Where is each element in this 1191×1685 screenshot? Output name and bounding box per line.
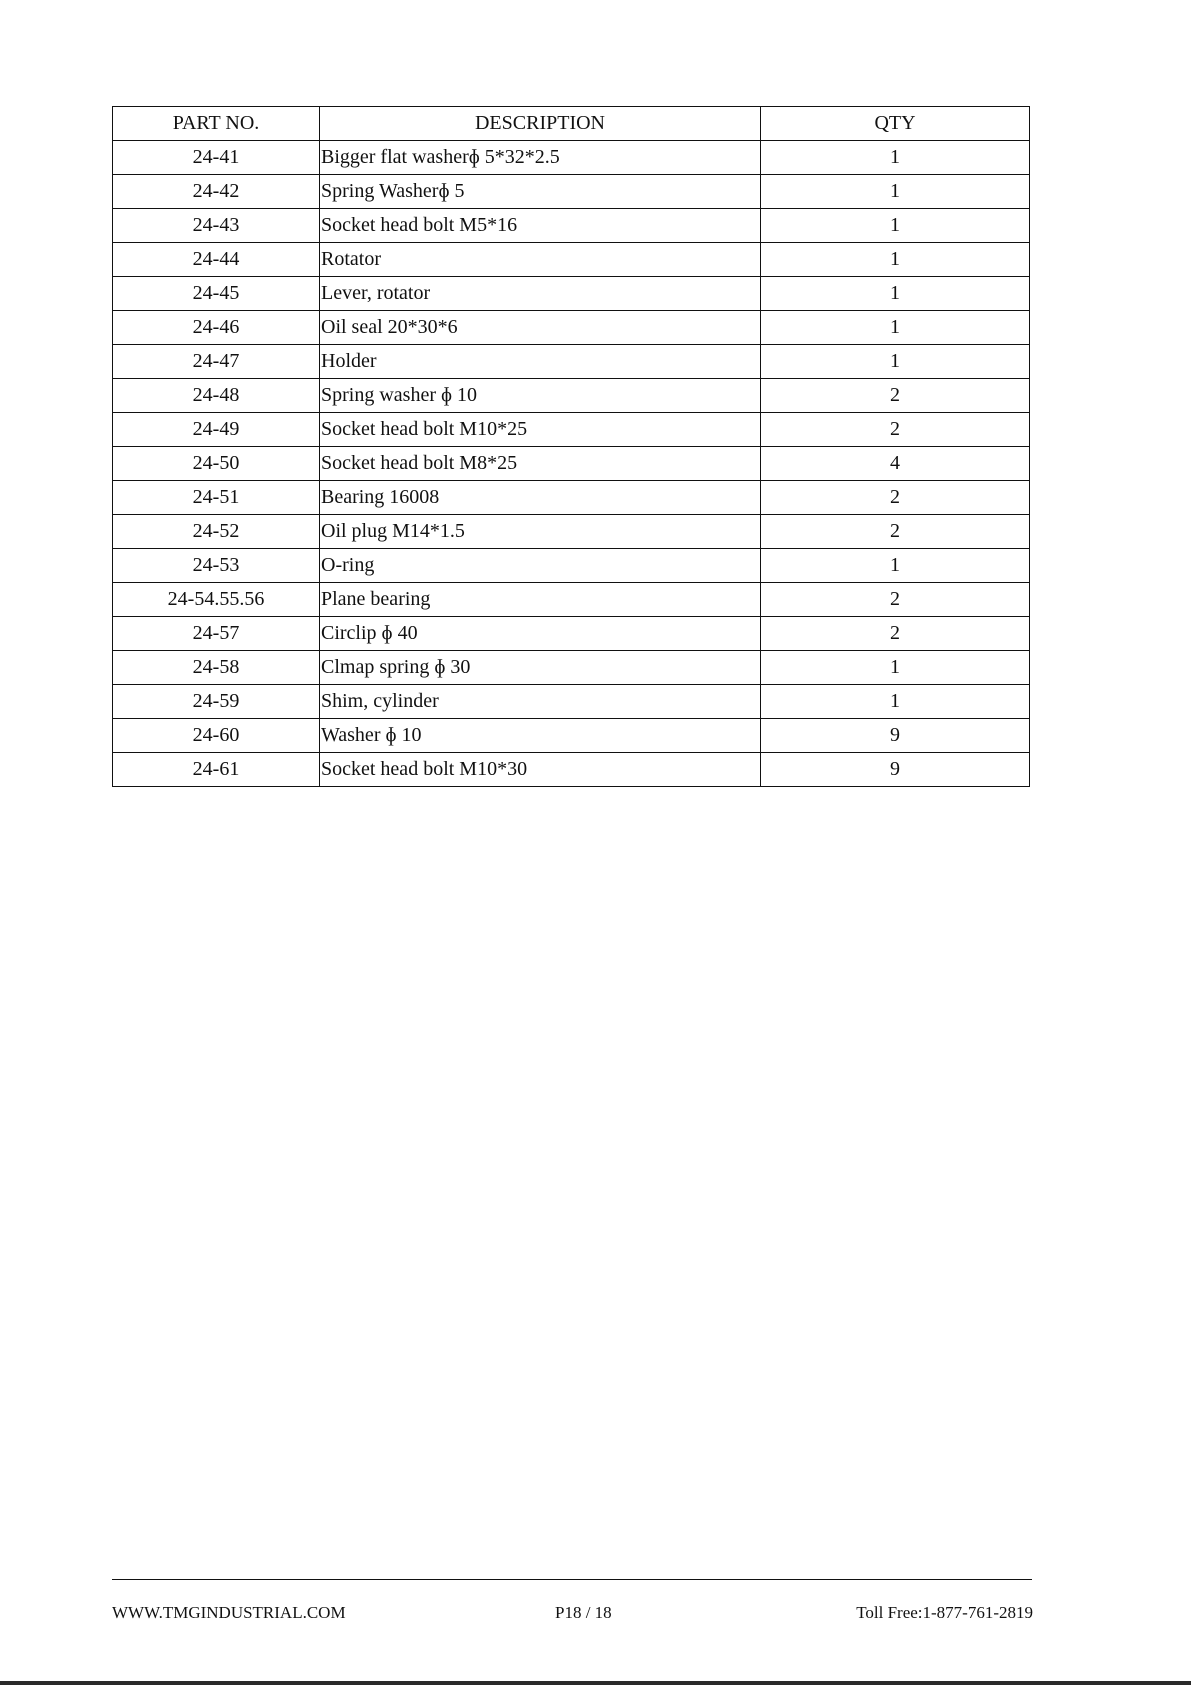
parts-table-body <box>113 141 1030 787</box>
cell-description: Washer ɸ 10 <box>320 719 761 753</box>
cell-part-no: 24-44 <box>113 243 320 277</box>
cell-description: Oil seal 20*30*6 <box>320 311 761 345</box>
cell-description: Plane bearing <box>320 583 761 617</box>
table-row <box>113 719 1030 753</box>
cell-part-no: 24-54.55.56 <box>113 583 320 617</box>
footer-divider <box>112 1579 1032 1580</box>
cell-part-no: 24-59 <box>113 685 320 719</box>
cell-part-no: 24-60 <box>113 719 320 753</box>
cell-qty: 1 <box>761 277 1030 311</box>
table-row <box>113 549 1030 583</box>
cell-description: Clmap spring ɸ 30 <box>320 651 761 685</box>
table-row <box>113 345 1030 379</box>
cell-description: Socket head bolt M10*25 <box>320 413 761 447</box>
table-row <box>113 515 1030 549</box>
cell-qty: 1 <box>761 209 1030 243</box>
cell-description: O-ring <box>320 549 761 583</box>
cell-description: Holder <box>320 345 761 379</box>
cell-qty: 9 <box>761 719 1030 753</box>
cell-description: Lever, rotator <box>320 277 761 311</box>
cell-part-no: 24-52 <box>113 515 320 549</box>
table-row <box>113 379 1030 413</box>
table-row <box>113 277 1030 311</box>
footer-website: WWW.TMGINDUSTRIAL.COM <box>112 1603 346 1622</box>
table-row <box>113 175 1030 209</box>
cell-description: Shim, cylinder <box>320 685 761 719</box>
cell-part-no: 24-43 <box>113 209 320 243</box>
cell-description: Socket head bolt M10*30 <box>320 753 761 787</box>
header-part-no: PART NO. <box>113 107 320 141</box>
cell-description: Circlip ɸ 40 <box>320 617 761 651</box>
cell-part-no: 24-42 <box>113 175 320 209</box>
header-qty: QTY <box>761 107 1030 141</box>
parts-table <box>112 106 1030 787</box>
cell-qty: 1 <box>761 311 1030 345</box>
cell-part-no: 24-61 <box>113 753 320 787</box>
cell-qty: 2 <box>761 617 1030 651</box>
footer-toll-free: Toll Free:1-877-761-2819 <box>856 1603 1033 1622</box>
table-row <box>113 617 1030 651</box>
cell-description: Socket head bolt M5*16 <box>320 209 761 243</box>
cell-part-no: 24-53 <box>113 549 320 583</box>
cell-description: Socket head bolt M8*25 <box>320 447 761 481</box>
table-row <box>113 311 1030 345</box>
table-row <box>113 243 1030 277</box>
table-row <box>113 141 1030 175</box>
cell-qty: 2 <box>761 481 1030 515</box>
table-row <box>113 753 1030 787</box>
cell-qty: 1 <box>761 685 1030 719</box>
cell-qty: 9 <box>761 753 1030 787</box>
cell-part-no: 24-46 <box>113 311 320 345</box>
table-row <box>113 447 1030 481</box>
cell-description: Spring washer ɸ 10 <box>320 379 761 413</box>
cell-part-no: 24-50 <box>113 447 320 481</box>
table-row <box>113 583 1030 617</box>
cell-part-no: 24-47 <box>113 345 320 379</box>
footer-page-number: P18 / 18 <box>555 1603 612 1622</box>
cell-description: Spring Washerɸ 5 <box>320 175 761 209</box>
cell-qty: 1 <box>761 345 1030 379</box>
table-header-row <box>113 107 1030 141</box>
table-row <box>113 651 1030 685</box>
cell-qty: 2 <box>761 379 1030 413</box>
cell-qty: 1 <box>761 651 1030 685</box>
cell-qty: 4 <box>761 447 1030 481</box>
cell-description: Bigger flat washerɸ 5*32*2.5 <box>320 141 761 175</box>
cell-qty: 1 <box>761 175 1030 209</box>
cell-description: Rotator <box>320 243 761 277</box>
cell-qty: 2 <box>761 413 1030 447</box>
cell-part-no: 24-49 <box>113 413 320 447</box>
cell-part-no: 24-58 <box>113 651 320 685</box>
cell-part-no: 24-57 <box>113 617 320 651</box>
table-row <box>113 685 1030 719</box>
table-row <box>113 413 1030 447</box>
header-description: DESCRIPTION <box>320 107 761 141</box>
table-row <box>113 481 1030 515</box>
cell-part-no: 24-45 <box>113 277 320 311</box>
cell-qty: 1 <box>761 243 1030 277</box>
table-row <box>113 209 1030 243</box>
cell-description: Bearing 16008 <box>320 481 761 515</box>
cell-qty: 2 <box>761 583 1030 617</box>
cell-part-no: 24-41 <box>113 141 320 175</box>
cell-part-no: 24-51 <box>113 481 320 515</box>
cell-description: Oil plug M14*1.5 <box>320 515 761 549</box>
cell-qty: 1 <box>761 549 1030 583</box>
cell-qty: 1 <box>761 141 1030 175</box>
page-bottom-edge <box>0 1681 1191 1685</box>
cell-qty: 2 <box>761 515 1030 549</box>
cell-part-no: 24-48 <box>113 379 320 413</box>
